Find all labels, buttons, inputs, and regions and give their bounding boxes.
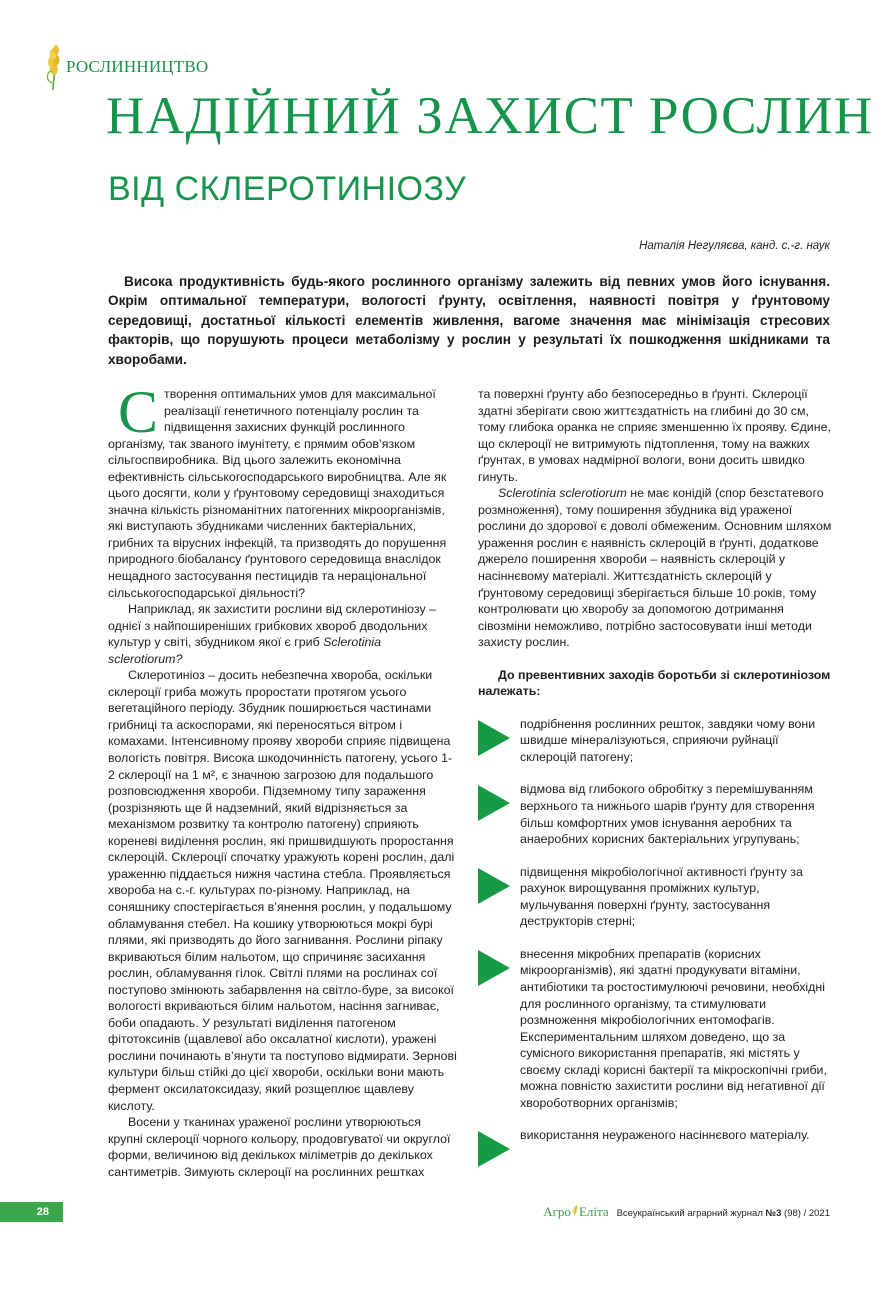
paragraph-text: Наприклад, як захистити рослини від склеротиніозу – однієї з найпоширеніших грибкових хвороб дводольних культур у світі, збудником якої є гриб bbox=[108, 602, 436, 650]
triangle-bullet-icon bbox=[478, 1131, 510, 1167]
wheat-ear-icon bbox=[42, 43, 64, 91]
list-item bbox=[478, 946, 836, 1111]
list-item bbox=[478, 781, 836, 847]
brand-text-left: Агро bbox=[543, 1204, 571, 1219]
page-number: 28 bbox=[36, 1206, 49, 1218]
body-paragraph: Восени у тканинах ураженої рослини утворюються крупні склероції чорного кольору, продовгуватої чи округлої форми, величиною від декількох міліметрів до декількох сантиметрів. Зимують склероції на рослинних рештках bbox=[108, 1115, 451, 1179]
journal-title bbox=[617, 1208, 830, 1219]
journal-name: Всеукраїнський аграрний журнал bbox=[616, 1208, 766, 1219]
section-label: РОСЛИННИЦТВО bbox=[66, 57, 209, 76]
paragraph-text: творення оптимальних умов для максимальної реалізації генетичного потенціалу рослин та підвищення захисних функцій рослинного організму, так званого імунітету, є прямим обов’язком сільгоспвиробника. Від цього залежить економічна ефективність сільськогосподарського виробництва. Але як цього досягти, коли у ґрунтовому середовищі знаходиться значна кількість різноманітних патогенних мікроорганізмів, які виступають збудниками численних бактеріальних, грибних та вірусних інфекцій, та призводять до порушення природного біобалансу ґрунтового середовища внаслідок нещадного застосування пестицидів та нераціональної сільськогосподарської діяльності? bbox=[108, 387, 447, 600]
species-name: Sclerotinia sclerotiorum bbox=[498, 486, 627, 501]
journal-footer bbox=[543, 1204, 830, 1220]
body-column-right bbox=[478, 386, 836, 1144]
triangle-bullet-icon bbox=[478, 720, 510, 756]
list-item-text: подрібнення рослинних решток, завдяки чому вони швидше мінералізуються, сприяючи руйнації склероцій патогену; bbox=[520, 716, 816, 764]
page-number-bar bbox=[0, 1202, 63, 1222]
triangle-bullet-icon bbox=[478, 785, 510, 821]
prevention-list bbox=[478, 716, 836, 1144]
leaf-icon bbox=[572, 1205, 578, 1216]
body-paragraph bbox=[108, 601, 458, 667]
body-paragraph: та поверхні ґрунту або безпосередньо в ґрунті. Склероції здатні зберігати свою життєздатність на глибині до 30 см, тому глибока оранка не сприяє зменшенню їх прояву. Єдине, що склероції не витримують підтоплення, тому на важких ґрунтах, в умовах надмірної вологи, вони досить швидко гинуть. bbox=[478, 387, 831, 484]
species-name: Sclerotinia sclerotiorum? bbox=[108, 635, 381, 666]
body-paragraph bbox=[478, 485, 836, 650]
list-item-text: відмова від глибокого обробітку з перемішуванням верхнього та нижнього шарів ґрунту для створення більш комфортних умов існування аеробних та анаеробних корисних бактеріальних угрупувань; bbox=[520, 782, 815, 847]
list-item-text: внесення мікробних препаратів (корисних мікроорганізмів), які здатні продукувати вітаміни, антибіотики та ростостимулюючі речовини, необхідні для рослинного організму, та стимулювати розмноження мікробіологічних ентомофагів. Експериментальним шляхом доведено, що за сумісного використання препаратів, які містять у своєму складі корисні бактерії та мікроскопічні гриби, можна повністю захистити рослини від негативної дії хвороботворних організмів; bbox=[520, 946, 827, 1110]
issue-total: (98) / 2021 bbox=[781, 1208, 830, 1219]
body-paragraph bbox=[108, 379, 458, 601]
brand-logo bbox=[543, 1204, 608, 1220]
author-byline: Наталія Негуляєва, канд. с.-г. наук bbox=[639, 240, 830, 252]
list-item bbox=[478, 1127, 836, 1144]
list-item bbox=[478, 716, 836, 766]
list-item bbox=[478, 864, 836, 930]
issue-number: №3 bbox=[765, 1208, 782, 1219]
list-item-text: використання неураженого насіннєвого матеріалу. bbox=[520, 1128, 810, 1143]
article-subtitle: ВІД СКЛЕРОТИНІОЗУ bbox=[108, 170, 467, 208]
section-header bbox=[42, 42, 208, 92]
body-column-left bbox=[108, 379, 458, 1180]
triangle-bullet-icon bbox=[478, 950, 510, 986]
list-heading: До превентивних заходів боротьби зі склеротиніозом належать: bbox=[478, 667, 831, 699]
triangle-bullet-icon bbox=[478, 868, 510, 904]
lead-paragraph: Висока продуктивність будь-якого рослинного організму залежить від певних умов його існування. Окрім оптимальної температури, вологості ґрунту, освітлення, наявності повітря у ґрунтовому середовищі, достатньої кількості елементів живлення, вагоме значення має мінімізація стресових факторів, що порушують процеси метаболізму у рослин у результаті їх пошкодження шкідниками та хворобами. bbox=[108, 274, 830, 367]
brand-text-right: Еліта bbox=[578, 1204, 609, 1219]
article-title: НАДІЙНИЙ ЗАХИСТ РОСЛИН bbox=[106, 87, 874, 145]
list-item-text: підвищення мікробіологічної активності ґрунту за рахунок вирощування проміжних культур, мульчування поверхні ґрунту, застосування деструкторів стерні; bbox=[520, 864, 803, 929]
drop-cap: С bbox=[118, 379, 159, 445]
body-paragraph: Склеротиніоз – досить небезпечна хвороба, оскільки склероції гриба можуть проростати протягом усього вегетаційного періоду. Збудник поширюється частинами грибниці та аскоспорами, які переносяться вітром і комахами. Інтенсивному прояву хвороби сприяє підвищена вологість повітря. Висока шкодочинність патогену, усього 1-2 склероції на 1 м², є значною загрозою для подальшого розповсюдження хвороби. Підземному типу зараження (розрізняють ще й надземний, який відрізняється за механізмом розвитку та контролю патогену) сприяють кореневі виділення рослин, які пришвидшують проростання склероцій. Склероції спочатку уражують корені рослин, далі ураженню піддається нижня частина стебла. Проявляється хвороба на с.-г. культурах по-різному. Наприклад, на соняшнику спостерігається в’янення рослин, у подальшому обламування стебел. На кошику утворюються мокрі бурі плями, які призводять до його загнивання. Рослини ріпаку вкриваються білим нальотом, що спричиняє засихання рослин, обламування гілок. Світлі плями на рослинах сої поступово змінюють забарвлення на світло-буре, за високої вологості вкриваються білим нальотом, насіння загниває, боби опадають. У результаті виділення патогеном фітотоксинів (щавлевої або оксалатної кислоти), уражені рослини починають в’янути та поступово відмирати. Зернові культури більш стійкі до цієї хвороби, оскільки вони мають фермент оксилатоксидазу, який розщеплює щавлеву кислоту. bbox=[108, 668, 457, 1113]
paragraph-text: не має конідій (спор безстатевого розмноження), тому поширення збудника від ураженої рослини до здорової є доволі обмеженим. Основним шляхом ураження рослин є наявність склероцій в ґрунті, додаткове джерело поширення хвороби – наявність склероцій у насіннєвому матеріалі. Життєздатність склероцій у ґрунтовому середовищі зберігається більше 10 років, тому контролювати цю хворобу за допомогою дотримання сівозміни неможливо, потрібно застосовувати інші методи захисту рослин. bbox=[478, 486, 832, 650]
